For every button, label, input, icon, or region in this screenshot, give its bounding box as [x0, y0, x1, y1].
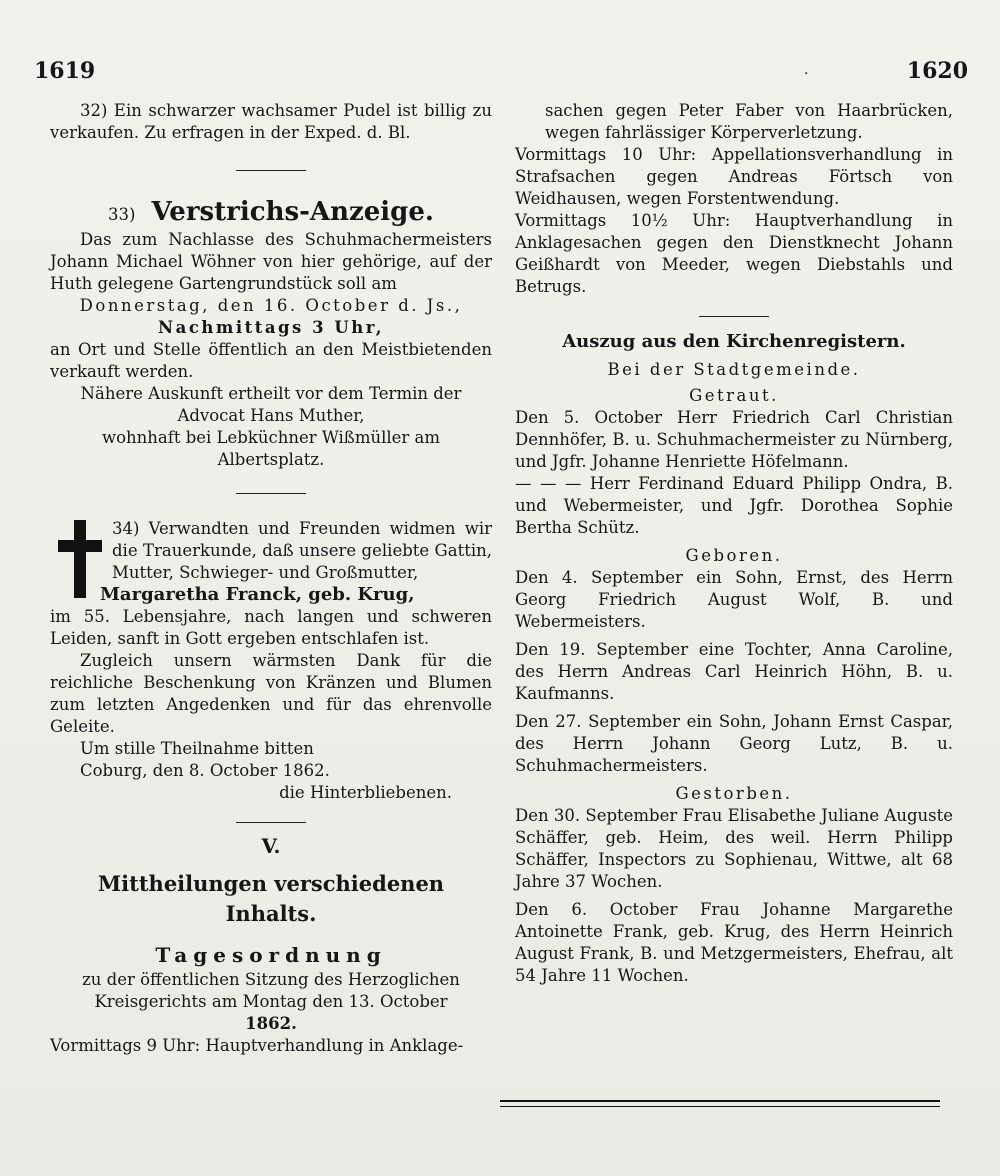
agenda-title: Tagesordnung — [155, 943, 387, 967]
section-title: Mittheilungen verschiedenen Inhalts. — [97, 871, 445, 926]
agenda-year: 1862. — [245, 1014, 297, 1033]
ad-33-title: Verstrichs-Anzeige. — [151, 197, 434, 227]
divider-rule — [236, 170, 306, 171]
born-entry-2: Den 19. September eine Tochter, Anna Caroline, des Herrn Andreas Carl Heinrich Höhn, B. u. Kaufmanns. — [515, 640, 953, 703]
left-column — [50, 100, 492, 1057]
ad-34-deceased-name: Margaretha Franck, geb. Krug, — [100, 584, 415, 605]
section-number: V. — [261, 834, 281, 858]
died-entry-1: Den 30. September Frau Elisabethe Juliane Auguste Schäffer, geb. Heim, des weil. Herrn Philipp Schäffer, Inspectors zu Sophienau, Wittwe, alt 68 Jahre 37 Wochen. — [515, 806, 953, 891]
divider-rule — [236, 493, 306, 494]
married-entry-2: — — — Herr Ferdinand Eduard Philipp Ondra, B. und Webermeister, und Jgfr. Dorothea Sophie Bertha Schütz. — [515, 474, 953, 537]
ad-33-time: Nachmittags 3 Uhr, — [158, 318, 384, 337]
born-entry-3: Den 27. September ein Sohn, Johann Ernst Caspar, des Herrn Johann Georg Lutz, B. u. Schuhmachermeisters. — [515, 712, 953, 775]
ad-33-text-2: an Ort und Stelle öffentlich an den Meistbietenden verkauft werden. — [50, 340, 492, 381]
ad-34-text-1: 34) Verwandten und Freunden widmen wir die Trauerkunde, daß unsere geliebte Gattin, Mutter, Schwieger- und Großmutter, — [112, 519, 492, 582]
ad-33-text-4: wohnhaft bei Lebküchner Wißmüller am Albertsplatz. — [101, 428, 441, 469]
ad-32-poodle: 32) Ein schwarzer wachsamer Pudel ist billig zu verkaufen. Zu erfragen in der Exped. d. Bl. — [50, 101, 492, 142]
parish-name: Bei der Stadtgemeinde. — [607, 360, 861, 379]
agenda-item-3: Vormittags 10½ Uhr: Hauptverhandlung in Anklagesachen gegen den Dienstknecht Johann Geißhardt von Meeder, wegen Diebstahls und Betrugs. — [515, 211, 953, 296]
divider-rule — [236, 822, 306, 823]
header-dot: . — [804, 62, 809, 78]
ad-33-date: Donnerstag, den 16. October d. Js., — [79, 296, 463, 315]
ad-34-signature: die Hinterbliebenen. — [279, 783, 452, 802]
ad-33-auction — [50, 195, 492, 471]
church-registers-title: Auszug aus den Kirchenregistern. — [562, 331, 906, 352]
agenda-item-1: Vormittags 9 Uhr: Hauptverhandlung in Anklage- — [50, 1036, 464, 1055]
born-heading: Geboren. — [685, 546, 783, 565]
ad-34-text-2: im 55. Lebensjahre, nach langen und schweren Leiden, sanft in Gott ergeben entschlafen ist. — [50, 607, 492, 648]
page-number-right: 1620 — [906, 58, 968, 84]
ad-33-text-3: Nähere Auskunft ertheilt vor dem Termin der Advocat Hans Muther, — [80, 384, 462, 425]
bottom-rule-thin — [500, 1106, 940, 1107]
divider-rule — [699, 316, 769, 317]
right-column — [515, 100, 953, 987]
ad-34-place-date: Coburg, den 8. October 1862. — [80, 761, 330, 780]
ad-33-number: 33) — [108, 205, 136, 224]
ad-34-obituary — [50, 518, 492, 804]
agenda-intro: zu der öffentlichen Sitzung des Herzoglichen Kreisgerichts am Montag den 13. October — [82, 970, 460, 1011]
married-heading: Getraut. — [689, 386, 779, 405]
bottom-rule — [500, 1100, 940, 1102]
agenda-item-2: Vormittags 10 Uhr: Appellationsverhandlung in Strafsachen gegen Andreas Förtsch von Weidhausen, wegen Forstentwendung. — [515, 145, 953, 208]
agenda-item-1-cont: sachen gegen Peter Faber von Haarbrücken, wegen fahrlässiger Körperverletzung. — [545, 101, 953, 142]
ad-33-text-1: Das zum Nachlasse des Schuhmachermeisters Johann Michael Wöhner von hier gehörige, auf der Huth gelegene Gartengrundstück soll am — [50, 230, 492, 293]
ad-34-text-3: Zugleich unsern wärmsten Dank für die reichliche Beschenkung von Kränzen und Blumen zum letzten Angedenken und für das ehrenvolle Geleite. — [50, 651, 492, 736]
page-number-left: 1619 — [34, 58, 96, 84]
ad-34-text-4: Um stille Theilnahme bitten — [80, 739, 314, 758]
married-entry-1: Den 5. October Herr Friedrich Carl Christian Dennhöfer, B. u. Schuhmachermeister zu Nürnberg, und Jgfr. Johanne Henriette Höfelmann. — [515, 408, 953, 471]
died-entry-2: Den 6. October Frau Johanne Margarethe Antoinette Frank, geb. Krug, des Herrn Heinrich August Frank, B. und Metzgermeisters, Ehefrau, alt 54 Jahre 11 Wochen. — [515, 900, 953, 985]
cross-icon — [58, 520, 102, 598]
died-heading: Gestorben. — [675, 784, 793, 803]
born-entry-1: Den 4. September ein Sohn, Ernst, des Herrn Georg Friedrich August Wolf, B. und Webermeisters. — [515, 568, 953, 631]
